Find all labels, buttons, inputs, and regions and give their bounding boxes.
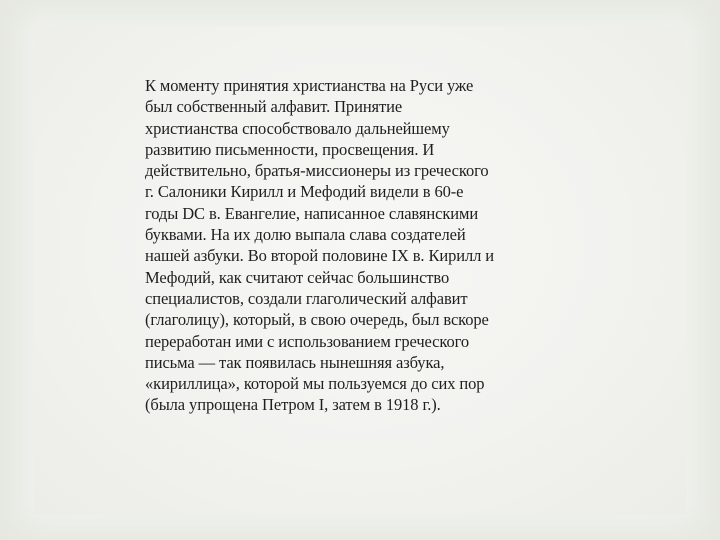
text-line: развитию письменности, просвещения. И xyxy=(145,139,435,159)
text-line: христианства способствовало дальнейшему xyxy=(145,118,450,138)
text-line: (глаголицу), который, в свою очередь, был вскоре xyxy=(145,310,489,330)
text-line: буквами. На их долю выпала слава создателей xyxy=(145,225,466,245)
text-line: действительно, братья-миссионеры из греческого xyxy=(145,161,489,181)
text-line: «кириллица», которой мы пользуемся до сих пор xyxy=(145,374,485,394)
text-line: (была упрощена Петром I, затем в 1918 г.). xyxy=(145,395,441,415)
text-line: Мефодий, как считают сейчас большинство xyxy=(145,267,450,287)
body-text xyxy=(145,75,545,416)
text-line: нашей азбуки. Во второй половине IX в. Кирилл и xyxy=(145,246,495,266)
text-line: г. Салоники Кирилл и Мефодий видели в 60-е xyxy=(145,182,464,202)
text-line: годы DC в. Евангелие, написанное славянскими xyxy=(145,203,479,223)
text-line: был собственный алфавит. Принятие xyxy=(145,97,403,117)
text-line: переработан ими с использованием греческого xyxy=(145,331,470,351)
text-line: К моменту принятия христианства на Руси уже xyxy=(145,76,474,95)
text-line: письма — так появилась нынешняя азбука, xyxy=(145,352,445,372)
text-line: специалистов, создали глаголический алфавит xyxy=(145,288,468,308)
